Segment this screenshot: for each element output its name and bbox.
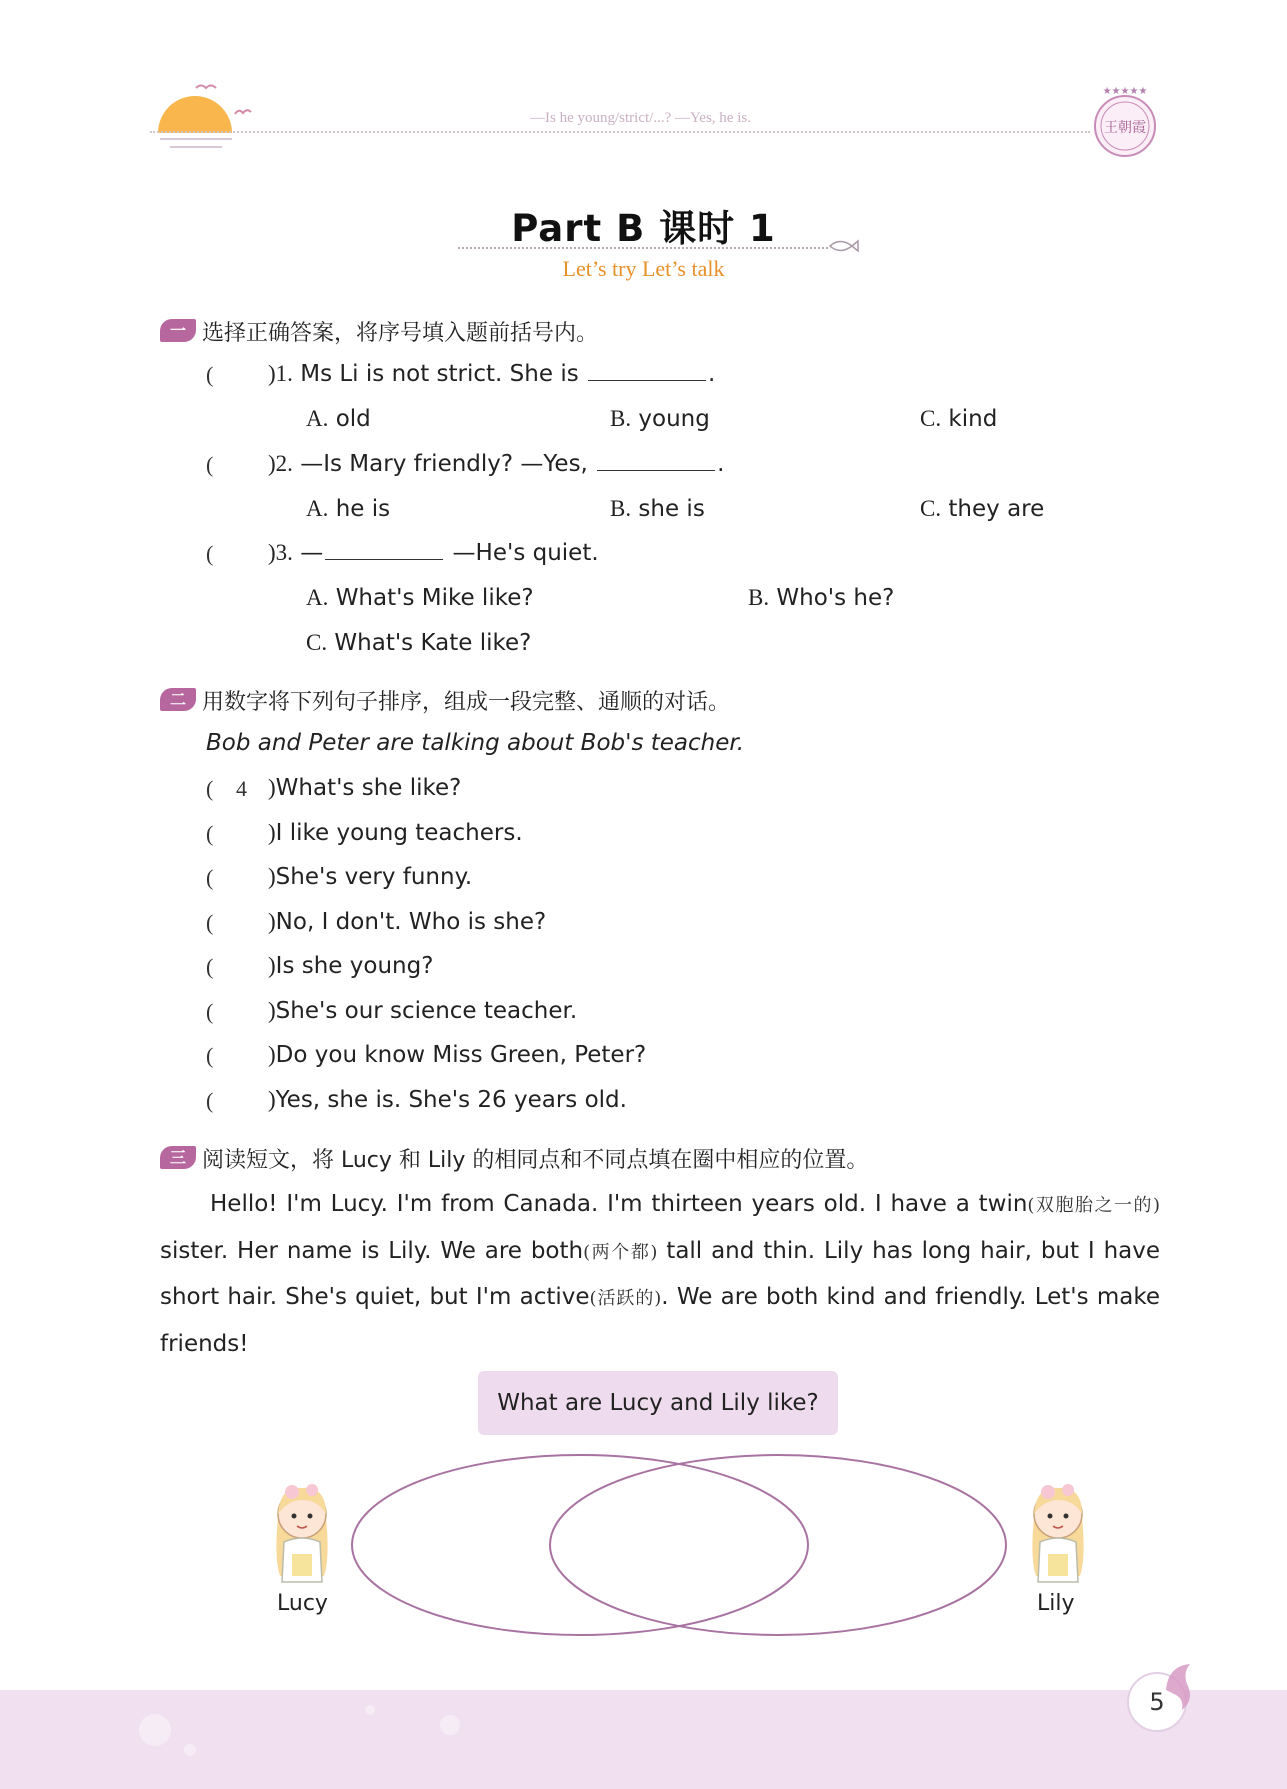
passage-note: (两个都) xyxy=(583,1241,658,1263)
dolphin-icon xyxy=(1160,1660,1200,1714)
option-text: they are xyxy=(948,496,1045,522)
option-b xyxy=(610,496,705,522)
answer-blank[interactable] xyxy=(588,362,706,381)
page-title: Part B 课时 1 xyxy=(511,207,776,250)
passage-text: Hello! I'm Lucy. I'm from Canada. I'm thirteen years old. I have a twin xyxy=(210,1191,1028,1217)
header-horizon-line xyxy=(170,146,222,148)
order-item-text: What's she like? xyxy=(275,775,462,801)
option-letter: B. xyxy=(610,406,632,431)
order-item-text: She's very funny. xyxy=(275,864,473,890)
question-2 xyxy=(268,451,724,477)
option-text: young xyxy=(638,406,710,432)
option-text: he is xyxy=(335,496,391,522)
answer-paren-open: ( xyxy=(206,776,214,801)
answer-paren-open: ( xyxy=(206,541,214,566)
option-text: she is xyxy=(638,496,705,522)
question-number: )1. xyxy=(268,361,293,386)
answer-paren-open: ( xyxy=(206,1087,214,1113)
answer-paren-open: ( xyxy=(206,909,214,935)
passage-text: . We are both kind and friendly. Let's make friends! xyxy=(160,1284,1160,1357)
answer-paren-open: ( xyxy=(206,452,214,477)
answer-paren-open: ( xyxy=(206,998,214,1024)
order-item-text: I like young teachers. xyxy=(275,819,523,846)
page-subtitle: Let’s try Let’s talk xyxy=(562,256,725,281)
section-number-1: 一 xyxy=(160,319,196,342)
answer-blank[interactable] xyxy=(597,452,715,471)
wangchaoxia-logo-icon xyxy=(1088,84,1162,162)
svg-text:王朝霞: 王朝霞 xyxy=(1104,120,1146,136)
order-item xyxy=(268,998,577,1024)
footer-bubbles-icon xyxy=(0,1690,1287,1789)
answer-paren-open: ( xyxy=(206,954,214,979)
order-item-text: Do you know Miss Green, Peter? xyxy=(275,1042,647,1068)
answer-paren-close: ) xyxy=(268,1042,276,1067)
option-letter: A. xyxy=(306,585,329,610)
question-stem-end: —He's quiet. xyxy=(452,540,599,566)
answer-paren-close: ) xyxy=(268,775,276,800)
answer-paren-close: ) xyxy=(268,908,276,934)
option-text: What's Mike like? xyxy=(335,585,534,611)
order-item-text: Yes, she is. She's 26 years old. xyxy=(275,1086,627,1113)
answer-blank[interactable] xyxy=(325,541,443,560)
question-1 xyxy=(268,361,715,387)
question-stem: —Is Mary friendly? —Yes, xyxy=(300,451,588,477)
bird-icon xyxy=(233,104,253,118)
section-number-3: 三 xyxy=(160,1146,196,1169)
order-item xyxy=(268,1087,627,1113)
passage-text: sister. Her name is Lily. We are both xyxy=(160,1237,584,1264)
order-item xyxy=(268,909,546,935)
option-text: kind xyxy=(948,406,998,432)
answer-paren-open: ( xyxy=(206,865,214,890)
section-number-2: 二 xyxy=(160,688,196,711)
header-running-text: —Is he young/strict/...? —Yes, he is. xyxy=(530,110,751,126)
question-stem-end: . xyxy=(717,451,725,477)
question-stem: Ms Li is not strict. She is xyxy=(300,361,579,387)
dialogue-context: Bob and Peter are talking about Bob's teacher. xyxy=(206,730,745,756)
venn-question-box: What are Lucy and Lily like? xyxy=(478,1371,838,1435)
order-item xyxy=(268,820,523,846)
answer-paren-close: ) xyxy=(268,864,276,889)
option-letter: B. xyxy=(610,496,632,521)
option-c xyxy=(920,406,997,432)
option-a xyxy=(306,585,534,611)
page-number: 5 xyxy=(1127,1672,1187,1732)
answer-paren-close: ) xyxy=(268,819,276,845)
option-c xyxy=(920,496,1044,522)
order-item-text: She's our science teacher. xyxy=(275,997,578,1024)
option-letter: A. xyxy=(306,496,329,521)
option-text: old xyxy=(335,406,371,432)
option-a xyxy=(306,496,390,522)
title-divider xyxy=(458,247,828,249)
passage-note: (双胞胎之一的) xyxy=(1027,1195,1160,1216)
order-item xyxy=(268,953,433,979)
answer-paren-close: ) xyxy=(268,997,276,1023)
order-item xyxy=(268,775,461,801)
girl-avatar-icon xyxy=(268,1478,336,1586)
fish-icon xyxy=(826,236,860,256)
order-item xyxy=(268,1042,646,1068)
svg-text:★★★★★: ★★★★★ xyxy=(1102,86,1148,97)
option-letter: C. xyxy=(920,496,942,521)
answer-paren-open: ( xyxy=(206,820,214,846)
answer-paren-close: ) xyxy=(268,1086,276,1112)
option-letter: B. xyxy=(748,585,770,610)
option-letter: C. xyxy=(920,406,942,431)
option-b xyxy=(748,585,894,611)
question-number: )3. xyxy=(268,540,293,565)
reading-passage xyxy=(160,1182,1160,1366)
question-number: )2. xyxy=(268,451,293,476)
order-answer-slot[interactable]: 4 xyxy=(236,776,247,801)
order-item-text: No, I don't. Who is she? xyxy=(275,908,547,935)
venn-circle-right[interactable] xyxy=(550,1455,1006,1635)
option-c xyxy=(306,630,531,656)
answer-paren-open: ( xyxy=(206,362,214,387)
option-text: What's Kate like? xyxy=(334,630,532,656)
lucy-label: Lucy xyxy=(277,1591,328,1616)
question-stem: — xyxy=(300,540,324,566)
order-item xyxy=(268,864,472,890)
header-horizon-line xyxy=(160,138,232,140)
order-item-text: Is she young? xyxy=(275,953,434,979)
answer-paren-open: ( xyxy=(206,1043,214,1068)
bird-icon xyxy=(194,80,224,120)
question-3 xyxy=(268,540,599,566)
option-a xyxy=(306,406,371,432)
option-letter: A. xyxy=(306,406,329,431)
passage-note: (活跃的) xyxy=(589,1288,662,1309)
venn-diagram xyxy=(350,1450,1010,1640)
option-letter: C. xyxy=(306,630,328,655)
section-instruction-1: 选择正确答案，将序号填入题前括号内。 xyxy=(202,321,599,346)
passage-text: tall and thin. Lily has long hair, but I have short hair. She's quiet, but I'm active xyxy=(160,1237,1160,1310)
page-footer xyxy=(0,1690,1287,1789)
lily-label: Lily xyxy=(1037,1591,1075,1616)
section-instruction-3: 阅读短文，将 Lucy 和 Lily 的相同点和不同点填在圈中相应的位置。 xyxy=(202,1148,869,1173)
girl-avatar-icon xyxy=(1024,1478,1092,1586)
answer-paren-close: ) xyxy=(268,953,276,978)
section-instruction-2: 用数字将下列句子排序，组成一段完整、通顺的对话。 xyxy=(202,690,731,715)
header-divider xyxy=(150,131,1090,133)
question-stem-end: . xyxy=(708,361,716,387)
option-text: Who's he? xyxy=(776,585,895,611)
option-b xyxy=(610,406,710,432)
venn-circle-left[interactable] xyxy=(352,1455,808,1635)
